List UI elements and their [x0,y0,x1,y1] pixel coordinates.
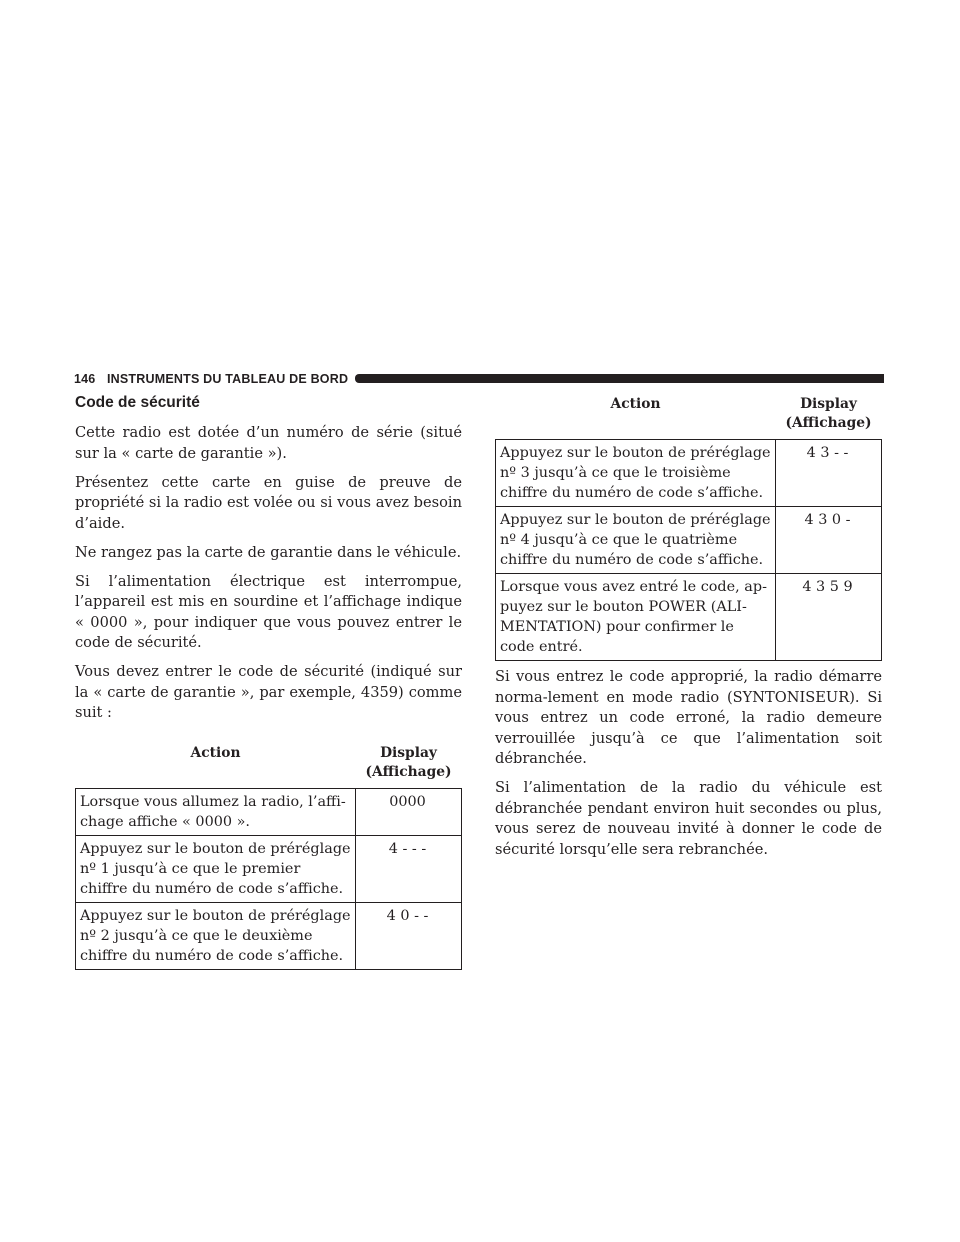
code-table-2 [495,393,882,661]
action-cell: Appuyez sur le bouton de préréglage nº 4 jusqu’à ce que le quatrième chiffre du numéro de code s’affiche. [496,507,776,574]
col-header-display: Display (Affichage) [365,744,452,780]
action-cell: Appuyez sur le bouton de préréglage nº 3 jusqu’à ce que le troisième chiffre du numéro de code s’affiche. [496,440,776,507]
paragraph: Si l’alimentation électrique est interrompue, l’appareil est mis en sourdine et l’affichage indique « 0000 », pour indiquer que vous pouvez entrer le code de sécurité. [75,572,462,651]
table-row [496,440,882,507]
section-heading: Code de sécurité [75,394,200,411]
table-row [76,788,462,835]
page-header [74,369,884,389]
right-column [495,393,882,869]
display-cell: 4 0 - - [356,902,462,969]
paragraph: Si vous entrez le code approprié, la radio démarre norma-lement en mode radio (SYNTONISEUR). Si vous entrez un code erroné, la radio demeure verrouillée jusqu’à ce que l’alimentation soit débranchée. [495,668,882,767]
col-header-action: Action [610,396,661,412]
page-number: 146 [74,372,96,386]
table-row [76,902,462,969]
paragraph: Si l’alimentation de la radio du véhicule est débranchée pendant environ huit secondes ou plus, vous serez de nouveau invité à donner le code de sécurité lorsqu’elle sera rebranchée. [495,779,882,858]
paragraph: Cette radio est dotée d’un numéro de série (situé sur la « carte de garantie »). [75,424,462,462]
paragraph: Présentez cette carte en guise de preuve de propriété si la radio est volée ou si vous avez besoin d’aide. [75,473,462,532]
display-cell: 0000 [356,788,462,835]
action-cell: Lorsque vous avez entré le code, ap-puyez sur le bouton POWER (ALI-MENTATION) pour confirmer le code entré. [496,574,776,661]
table-row [76,835,462,902]
table-header-row [76,742,462,789]
table-row [496,574,882,661]
code-table-1 [75,742,462,970]
col-header-display: Display (Affichage) [785,396,872,431]
paragraph: Ne rangez pas la carte de garantie dans le véhicule. [75,543,462,561]
header-rule [355,374,884,383]
table-row [496,507,882,574]
paragraph: Vous devez entrer le code de sécurité (indiqué sur la « carte de garantie », par exemple, 4359) comme suit : [75,663,462,721]
col-header-action: Action [190,744,241,761]
section-title: INSTRUMENTS DU TABLEAU DE BORD [107,372,349,386]
display-cell: 4 3 - - [776,440,882,507]
action-cell: Appuyez sur le bouton de préréglage nº 1 jusqu’à ce que le premier chiffre du numéro de code s’affiche. [76,835,356,902]
display-cell: 4 - - - [356,835,462,902]
action-cell: Lorsque vous allumez la radio, l’affi-chage affiche « 0000 ». [76,788,356,835]
table-header-row [496,393,882,440]
action-cell: Appuyez sur le bouton de préréglage nº 2 jusqu’à ce que le deuxième chiffre du numéro de code s’affiche. [76,902,356,969]
left-column [75,393,462,970]
display-cell: 4 3 5 9 [776,574,882,661]
display-cell: 4 3 0 - [776,507,882,574]
